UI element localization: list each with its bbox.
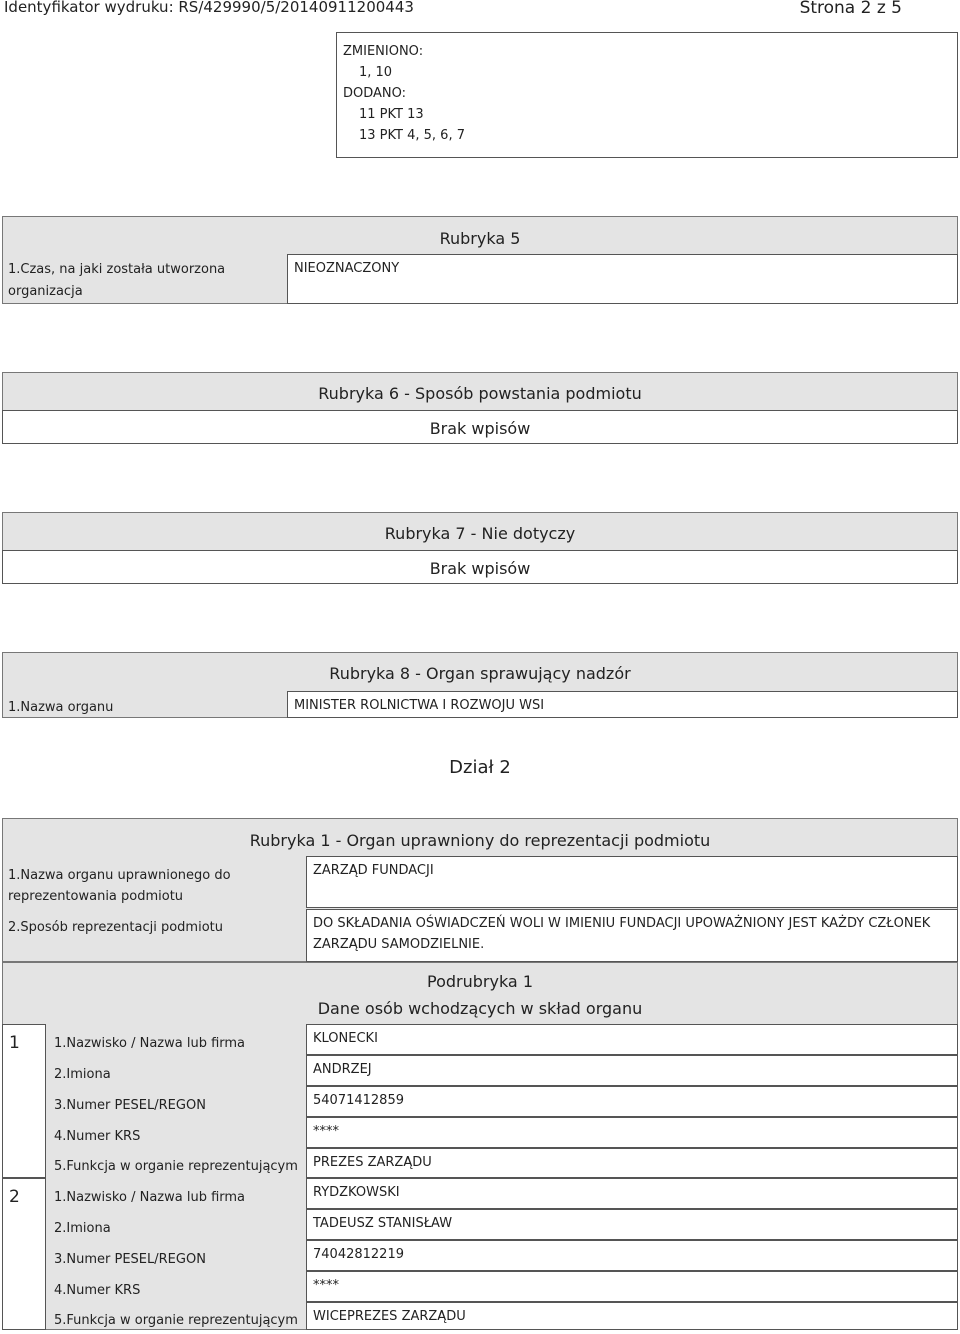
rubryka-8-value: MINISTER ROLNICTWA I ROZWOJU WSI — [287, 691, 958, 718]
podrubryka-1-title: Podrubryka 1 — [427, 972, 533, 991]
person-index: 1 — [2, 1024, 46, 1178]
podrubryka-1-subtitle: Dane osób wchodzących w skład organu — [317, 999, 643, 1018]
dzial-2-title: Dział 2 — [449, 757, 511, 778]
person-names-label: 2.Imiona — [54, 1221, 111, 1236]
rubryka-8-label: 1.Nazwa organu — [8, 700, 114, 715]
person-index: 2 — [2, 1178, 46, 1330]
person-function-label: 5.Funkcja w organie reprezentującym — [54, 1159, 298, 1174]
print-identifier: Identyfikator wydruku: RS/429990/5/20140911200443 — [4, 0, 414, 16]
rubryka-7-title: Rubryka 7 - Nie dotyczy — [384, 524, 576, 543]
person-function-label: 5.Funkcja w organie reprezentującym — [54, 1313, 298, 1328]
rubryka-6-title: Rubryka 6 - Sposób powstania podmiotu — [318, 384, 642, 403]
person-surname-label: 1.Nazwisko / Nazwa lub firma — [54, 1036, 246, 1051]
person-function-value: PREZES ZARZĄDU — [306, 1148, 958, 1178]
person-names-value: ANDRZEJ — [306, 1055, 958, 1086]
person-names-value: TADEUSZ STANISŁAW — [306, 1209, 958, 1240]
person-surname-value: KLONECKI — [306, 1024, 958, 1055]
person-krs-value: **** — [306, 1117, 958, 1148]
person-surname-label: 1.Nazwisko / Nazwa lub firma — [54, 1190, 246, 1205]
dzial-2-rubryka-1-title: Rubryka 1 - Organ uprawniony do reprezentacji podmiotu — [249, 831, 711, 850]
person-pesel-label: 3.Numer PESEL/REGON — [54, 1252, 206, 1267]
rubryka-7-value: Brak wpisów — [2, 550, 958, 584]
organ-name-value: ZARZĄD FUNDACJI — [306, 856, 958, 908]
added-label: DODANO: — [343, 86, 407, 101]
person-pesel-value: 54071412859 — [306, 1086, 958, 1117]
changed-label: ZMIENIONO: — [343, 44, 424, 59]
page-number: Strona 2 z 5 — [799, 0, 902, 18]
person-function-value: WICEPREZES ZARZĄDU — [306, 1302, 958, 1330]
representation-method-label: 2.Sposób reprezentacji podmiotu — [8, 920, 223, 935]
changes-box — [336, 32, 958, 158]
person-pesel-value: 74042812219 — [306, 1240, 958, 1271]
rubryka-6-value: Brak wpisów — [2, 410, 958, 444]
organ-name-label: 1.Nazwa organu uprawnionego do reprezentowania podmiotu — [8, 868, 231, 904]
rubryka-8-title: Rubryka 8 - Organ sprawujący nadzór — [329, 664, 631, 683]
rubryka-5-value: NIEOZNACZONY — [287, 254, 958, 304]
rubryka-5-title: Rubryka 5 — [439, 229, 521, 248]
person-krs-label: 4.Numer KRS — [54, 1283, 141, 1298]
rubryka-5-label: 1.Czas, na jaki została utworzona organizacja — [8, 262, 226, 299]
person-surname-value: RYDZKOWSKI — [306, 1178, 958, 1209]
added-line-1: 11 PKT 13 — [359, 107, 424, 122]
person-krs-value: **** — [306, 1271, 958, 1302]
representation-method-value: DO SKŁADANIA OŚWIADCZEŃ WOLI W IMIENIU FUNDACJI UPOWAŻNIONY JEST KAŻDY CZŁONEK ZARZĄDU SAMODZIELNIE. — [306, 909, 958, 962]
changed-value: 1, 10 — [359, 65, 393, 80]
person-pesel-label: 3.Numer PESEL/REGON — [54, 1098, 206, 1113]
person-krs-label: 4.Numer KRS — [54, 1129, 141, 1144]
person-names-label: 2.Imiona — [54, 1067, 111, 1082]
added-line-2: 13 PKT 4, 5, 6, 7 — [359, 128, 465, 143]
